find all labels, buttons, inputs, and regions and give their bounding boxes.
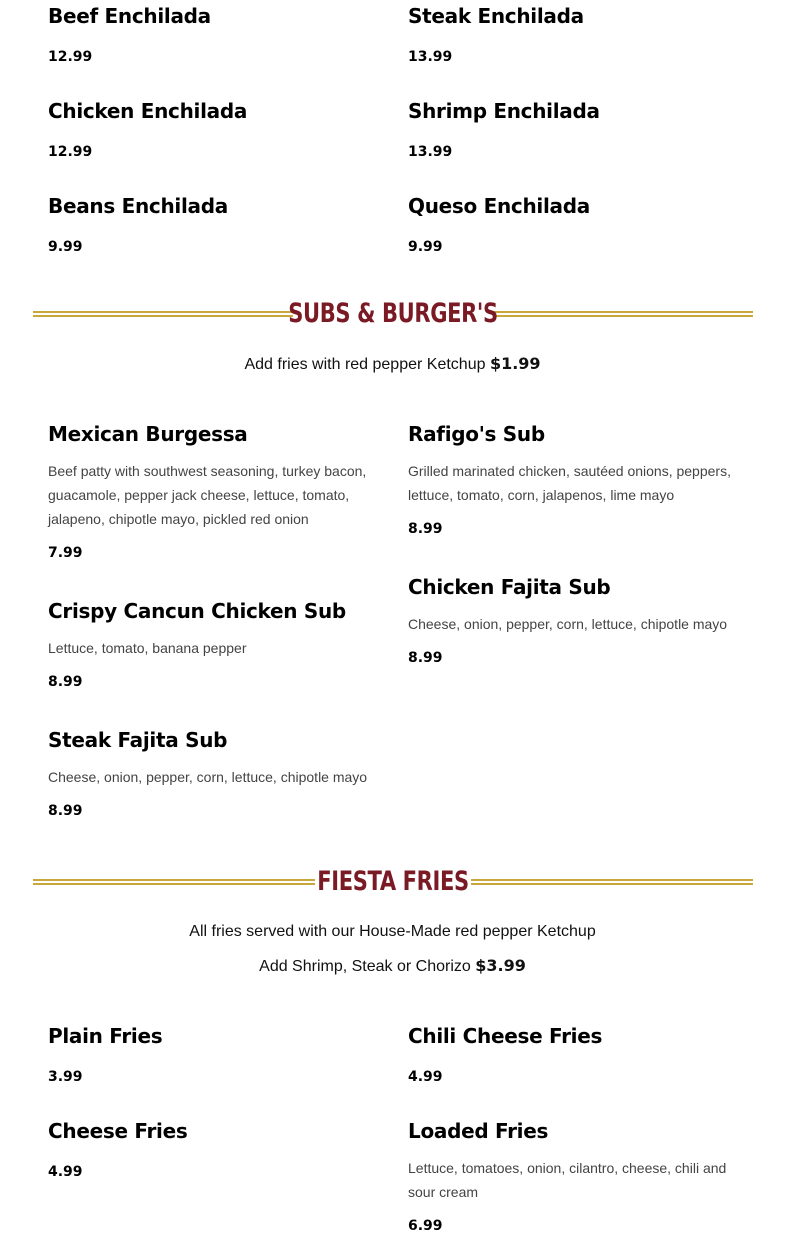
section-title: SUBS & BURGER'S xyxy=(288,298,498,329)
item-name: Chicken Enchilada xyxy=(48,99,248,123)
note-price: $3.99 xyxy=(475,956,526,975)
item-description: Cheese, onion, pepper, corn, lettuce, chipotle mayo xyxy=(48,769,368,785)
menu-item-beef-enchilada xyxy=(48,4,388,66)
menu-item-shrimp-enchilada xyxy=(408,99,748,161)
item-name: Loaded Fries xyxy=(408,1119,549,1143)
menu-item-chili-cheese-fries xyxy=(408,1024,748,1086)
item-description: Grilled marinated chicken, sautéed onions, peppers, lettuce, tomato, corn, jalapenos, lime mayo xyxy=(408,463,731,503)
item-price: 12.99 xyxy=(48,144,93,160)
menu-item-cheese-fries xyxy=(48,1119,388,1181)
item-name: Shrimp Enchilada xyxy=(408,99,600,123)
item-description: Cheese, onion, pepper, corn, lettuce, chipotle mayo xyxy=(408,616,728,632)
item-price: 4.99 xyxy=(48,1164,83,1180)
item-price: 12.99 xyxy=(48,49,93,65)
item-price: 7.99 xyxy=(48,545,83,561)
item-price: 3.99 xyxy=(48,1069,83,1085)
item-description: Beef patty with southwest seasoning, turkey bacon, guacamole, pepper jack cheese, lettuce, tomato, jalapeno, chipotle mayo, pickled red onion xyxy=(48,463,367,527)
section-title: FIESTA FRIES xyxy=(317,866,469,897)
menu-item-chicken-enchilada xyxy=(48,99,388,161)
item-price: 6.99 xyxy=(408,1218,443,1234)
menu-item-mexican-burgessa xyxy=(48,422,388,562)
item-price: 8.99 xyxy=(48,674,83,690)
section-note-2 xyxy=(0,956,785,977)
item-price: 9.99 xyxy=(408,239,443,255)
item-price: 13.99 xyxy=(408,144,453,160)
menu-item-rafigos-sub xyxy=(408,422,748,538)
item-name: Crispy Cancun Chicken Sub xyxy=(48,599,346,623)
menu-item-plain-fries xyxy=(48,1024,388,1086)
item-name: Steak Enchilada xyxy=(408,4,584,28)
menu-item-steak-enchilada xyxy=(408,4,748,66)
menu-item-crispy-cancun-chicken-sub xyxy=(48,599,388,691)
item-description: Lettuce, tomatoes, onion, cilantro, cheese, chili and sour cream xyxy=(408,1160,727,1200)
item-price: 8.99 xyxy=(48,803,83,819)
item-name: Queso Enchilada xyxy=(408,194,590,218)
item-name: Rafigo's Sub xyxy=(408,422,545,446)
item-name: Steak Fajita Sub xyxy=(48,728,228,752)
item-name: Beef Enchilada xyxy=(48,4,211,28)
item-name: Plain Fries xyxy=(48,1024,163,1048)
item-price: 8.99 xyxy=(408,650,443,666)
menu-item-loaded-fries xyxy=(408,1119,748,1235)
menu-item-beans-enchilada xyxy=(48,194,388,256)
menu-item-steak-fajita-sub xyxy=(48,728,388,820)
section-header-subs xyxy=(33,294,753,334)
item-price: 13.99 xyxy=(408,49,453,65)
item-name: Beans Enchilada xyxy=(48,194,228,218)
item-name: Chicken Fajita Sub xyxy=(408,575,611,599)
item-price: 4.99 xyxy=(408,1069,443,1085)
note-text: Add Shrimp, Steak or Chorizo xyxy=(259,958,471,975)
item-description: Lettuce, tomato, banana pepper xyxy=(48,640,247,656)
item-name: Mexican Burgessa xyxy=(48,422,248,446)
item-name: Cheese Fries xyxy=(48,1119,188,1143)
menu-item-queso-enchilada xyxy=(408,194,748,256)
item-price: 8.99 xyxy=(408,521,443,537)
section-header-fries xyxy=(33,862,753,902)
section-note-1: All fries served with our House-Made red pepper Ketchup xyxy=(189,923,596,940)
section-note xyxy=(0,354,785,375)
item-name: Chili Cheese Fries xyxy=(408,1024,603,1048)
menu-item-chicken-fajita-sub xyxy=(408,575,748,667)
item-price: 9.99 xyxy=(48,239,83,255)
note-price: $1.99 xyxy=(489,354,541,373)
note-text: Add fries with red pepper Ketchup xyxy=(244,356,486,373)
